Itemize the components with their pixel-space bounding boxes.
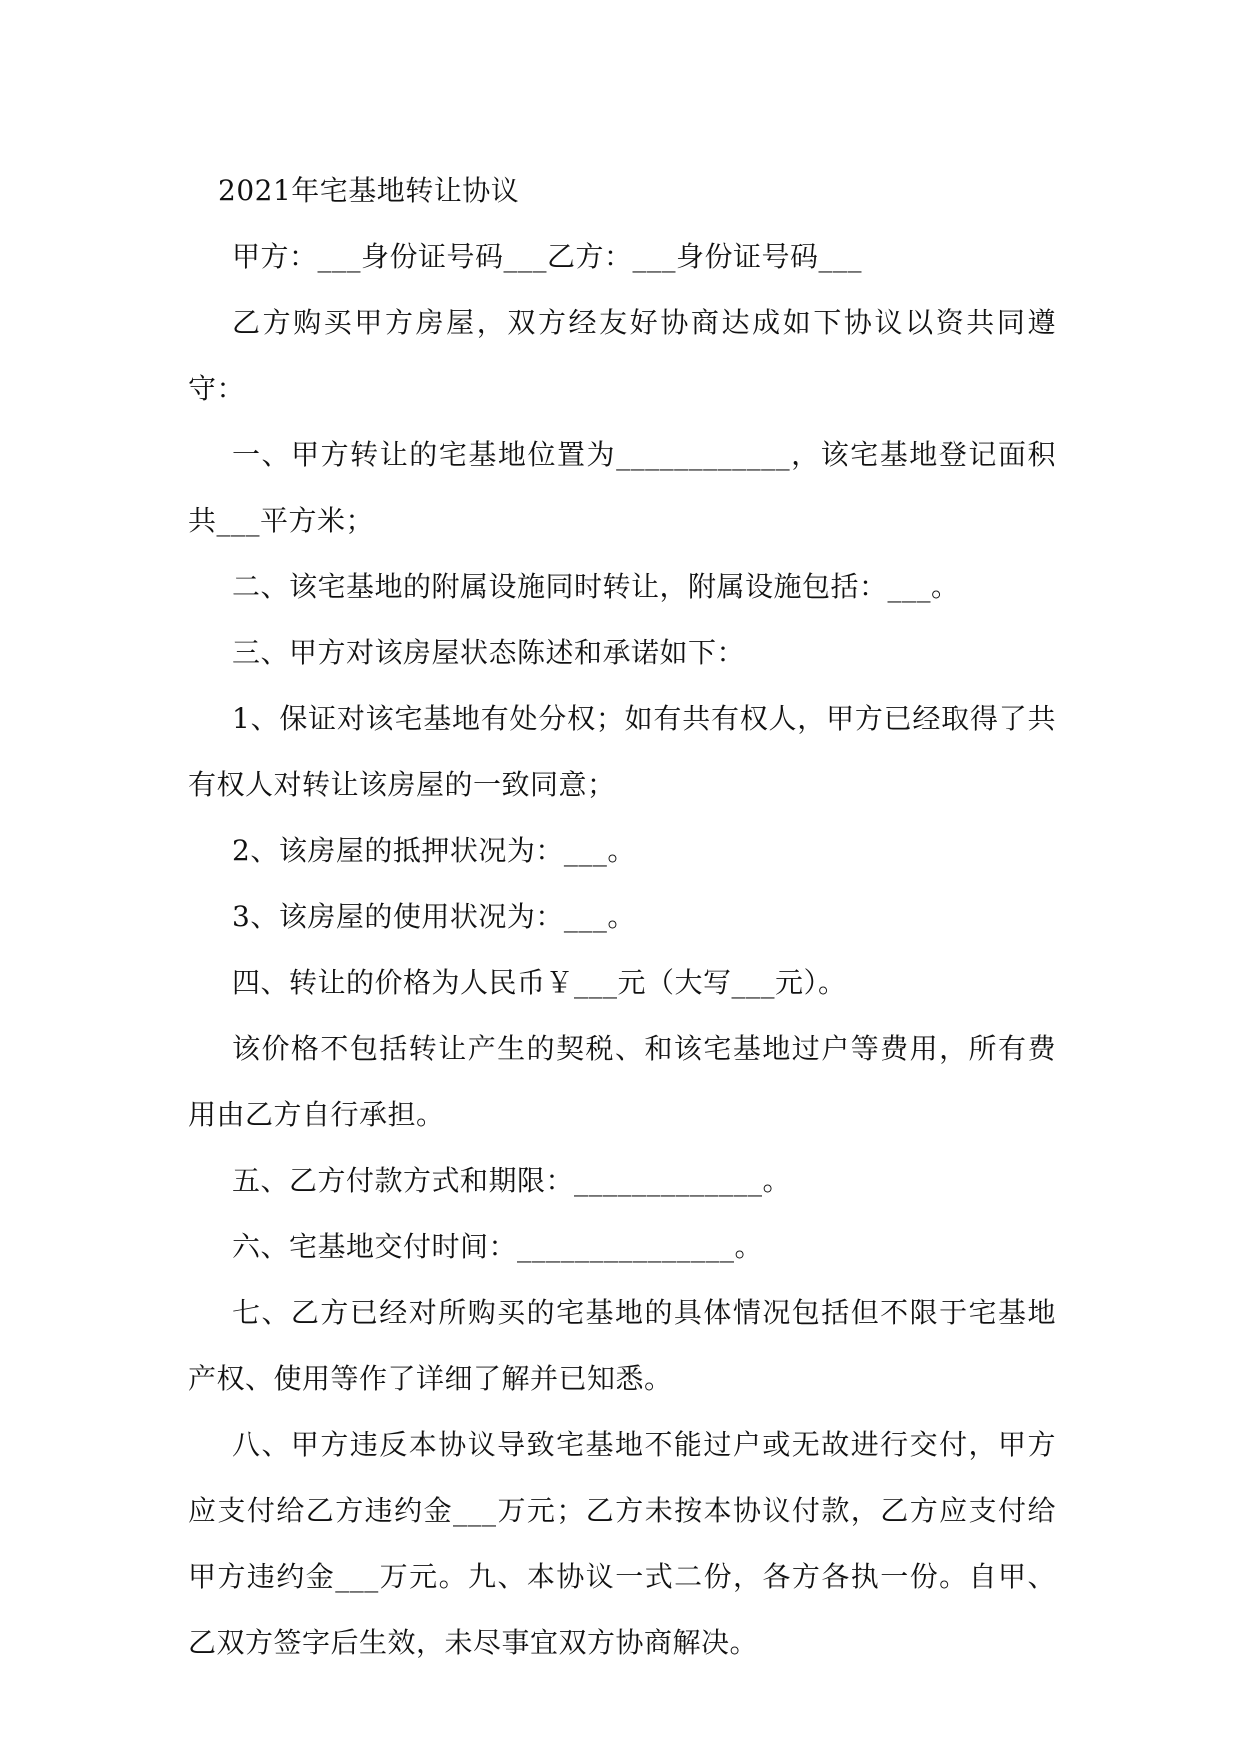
paragraph-clause-8-9: 八、甲方违反本协议导致宅基地不能过户或无故进行交付，甲方应支付给乙方违约金___万元；乙方未按本协议付款，乙方应支付给甲方违约金___万元。九、本协议一式二份，各方各执一份。自甲、乙双方签字后生效，未尽事宜双方协商解决。 [188,1428,1056,1659]
paragraph-parties: 甲方：___身份证号码___乙方：___身份证号码___ [232,240,863,273]
paragraph-clause-4-note: 该价格不包括转让产生的契税、和该宅基地过户等费用，所有费用由乙方自行承担。 [188,1032,1056,1131]
paragraph-clause-3: 三、甲方对该房屋状态陈述和承诺如下： [232,636,746,669]
paragraph-clause-4: 四、转让的价格为人民币￥___元（大写___元）。 [232,966,847,999]
document-title: 2021年宅基地转让协议 [218,174,520,207]
paragraph-clause-2: 二、该宅基地的附属设施同时转让，附属设施包括：___。 [232,570,960,603]
paragraph-clause-1: 一、甲方转让的宅基地位置为____________，该宅基地登记面积共___平方米； [188,438,1056,537]
paragraph-clause-3-item-1: 1、保证对该宅基地有处分权；如有共有权人，甲方已经取得了共有权人对转让该房屋的一致同意； [188,702,1056,801]
paragraph-clause-5: 五、乙方付款方式和期限：_____________。 [232,1164,792,1197]
paragraph-intro: 乙方购买甲方房屋，双方经友好协商达成如下协议以资共同遵守： [188,306,1056,405]
paragraph-clause-3-item-2: 2、该房屋的抵押状况为：___。 [232,834,636,867]
paragraph-clause-6: 六、宅基地交付时间：_______________。 [232,1230,764,1263]
paragraph-clause-7: 七、乙方已经对所购买的宅基地的具体情况包括但不限于宅基地产权、使用等作了详细了解并已知悉。 [188,1296,1056,1395]
document-body [188,158,1056,1676]
paragraph-clause-3-item-3: 3、该房屋的使用状况为：___。 [232,900,636,933]
